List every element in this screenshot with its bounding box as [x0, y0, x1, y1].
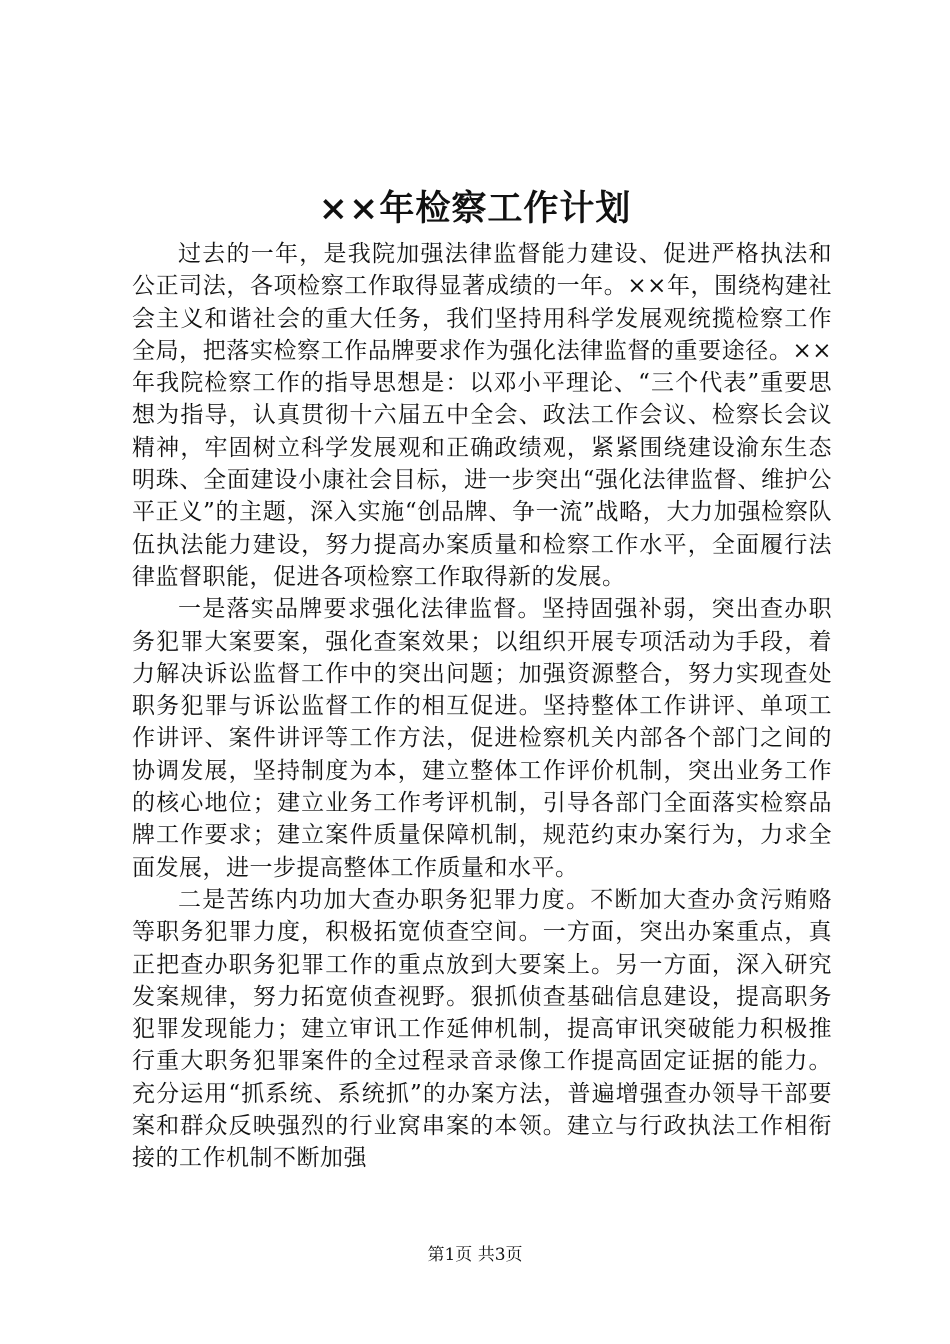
document-title: ××年检察工作计划: [318, 188, 632, 229]
page-footer: 第1页 共3页: [427, 1245, 523, 1265]
document-body: [132, 238, 832, 1175]
paragraph-point-two: 二是苦练内功加大查办职务犯罪力度。不断加大查办贪污贿赂等职务犯罪力度，积极拓宽侦查空间。一方面，突出办案重点，真正把查办职务犯罪工作的重点放到大要案上。另一方面，深入研究发案规律，努力拓宽侦查视野。狠抓侦查基础信息建设，提高职务犯罪发现能力；建立审讯工作延伸机制，提高审讯突破能力积极推行重大职务犯罪案件的全过程录音录像工作提高固定证据的能力。充分运用“抓系统、系统抓”的办案方法，普遍增强查办领导干部要案和群众反映强烈的行业窝串案的本领。建立与行政执法工作相衔接的工作机制不断加强: [132, 886, 832, 1172]
paragraph-intro: 过去的一年，是我院加强法律监督能力建设、促进严格执法和公正司法，各项检察工作取得显著成绩的一年。××年，围绕构建社会主义和谐社会的重大任务，我们坚持用科学发展观统揽检察工作全局，把落实检察工作品牌要求作为强化法律监督的重要途径。××年我院检察工作的指导思想是：以邓小平理论、“三个代表”重要思想为指导，认真贯彻十六届五中全会、政法工作会议、检察长会议精神，牢固树立科学发展观和正确政绩观，紧紧围绕建设渝东生态明珠、全面建设小康社会目标，进一步突出“强化法律监督、维护公平正义”的主题，深入实施“创品牌、争一流”战略，大力加强检察队伍执法能力建设，努力提高办案质量和检察工作水平，全面履行法律监督职能，促进各项检察工作取得新的发展。: [132, 241, 832, 590]
paragraph-point-one: 一是落实品牌要求强化法律监督。坚持固强补弱，突出查办职务犯罪大案要案，强化查案效果；以组织开展专项活动为手段，着力解决诉讼监督工作中的突出问题；加强资源整合，努力实现查处职务犯罪与诉讼监督工作的相互促进。坚持整体工作讲评、单项工作讲评、案件讲评等工作方法，促进检察机关内部各个部门之间的协调发展，坚持制度为本，建立整体工作评价机制，突出业务工作的核心地位；建立业务工作考评机制，引导各部门全面落实检察品牌工作要求；建立案件质量保障机制，规范约束办案行为，力求全面发展，进一步提高整体工作质量和水平。: [132, 596, 832, 881]
